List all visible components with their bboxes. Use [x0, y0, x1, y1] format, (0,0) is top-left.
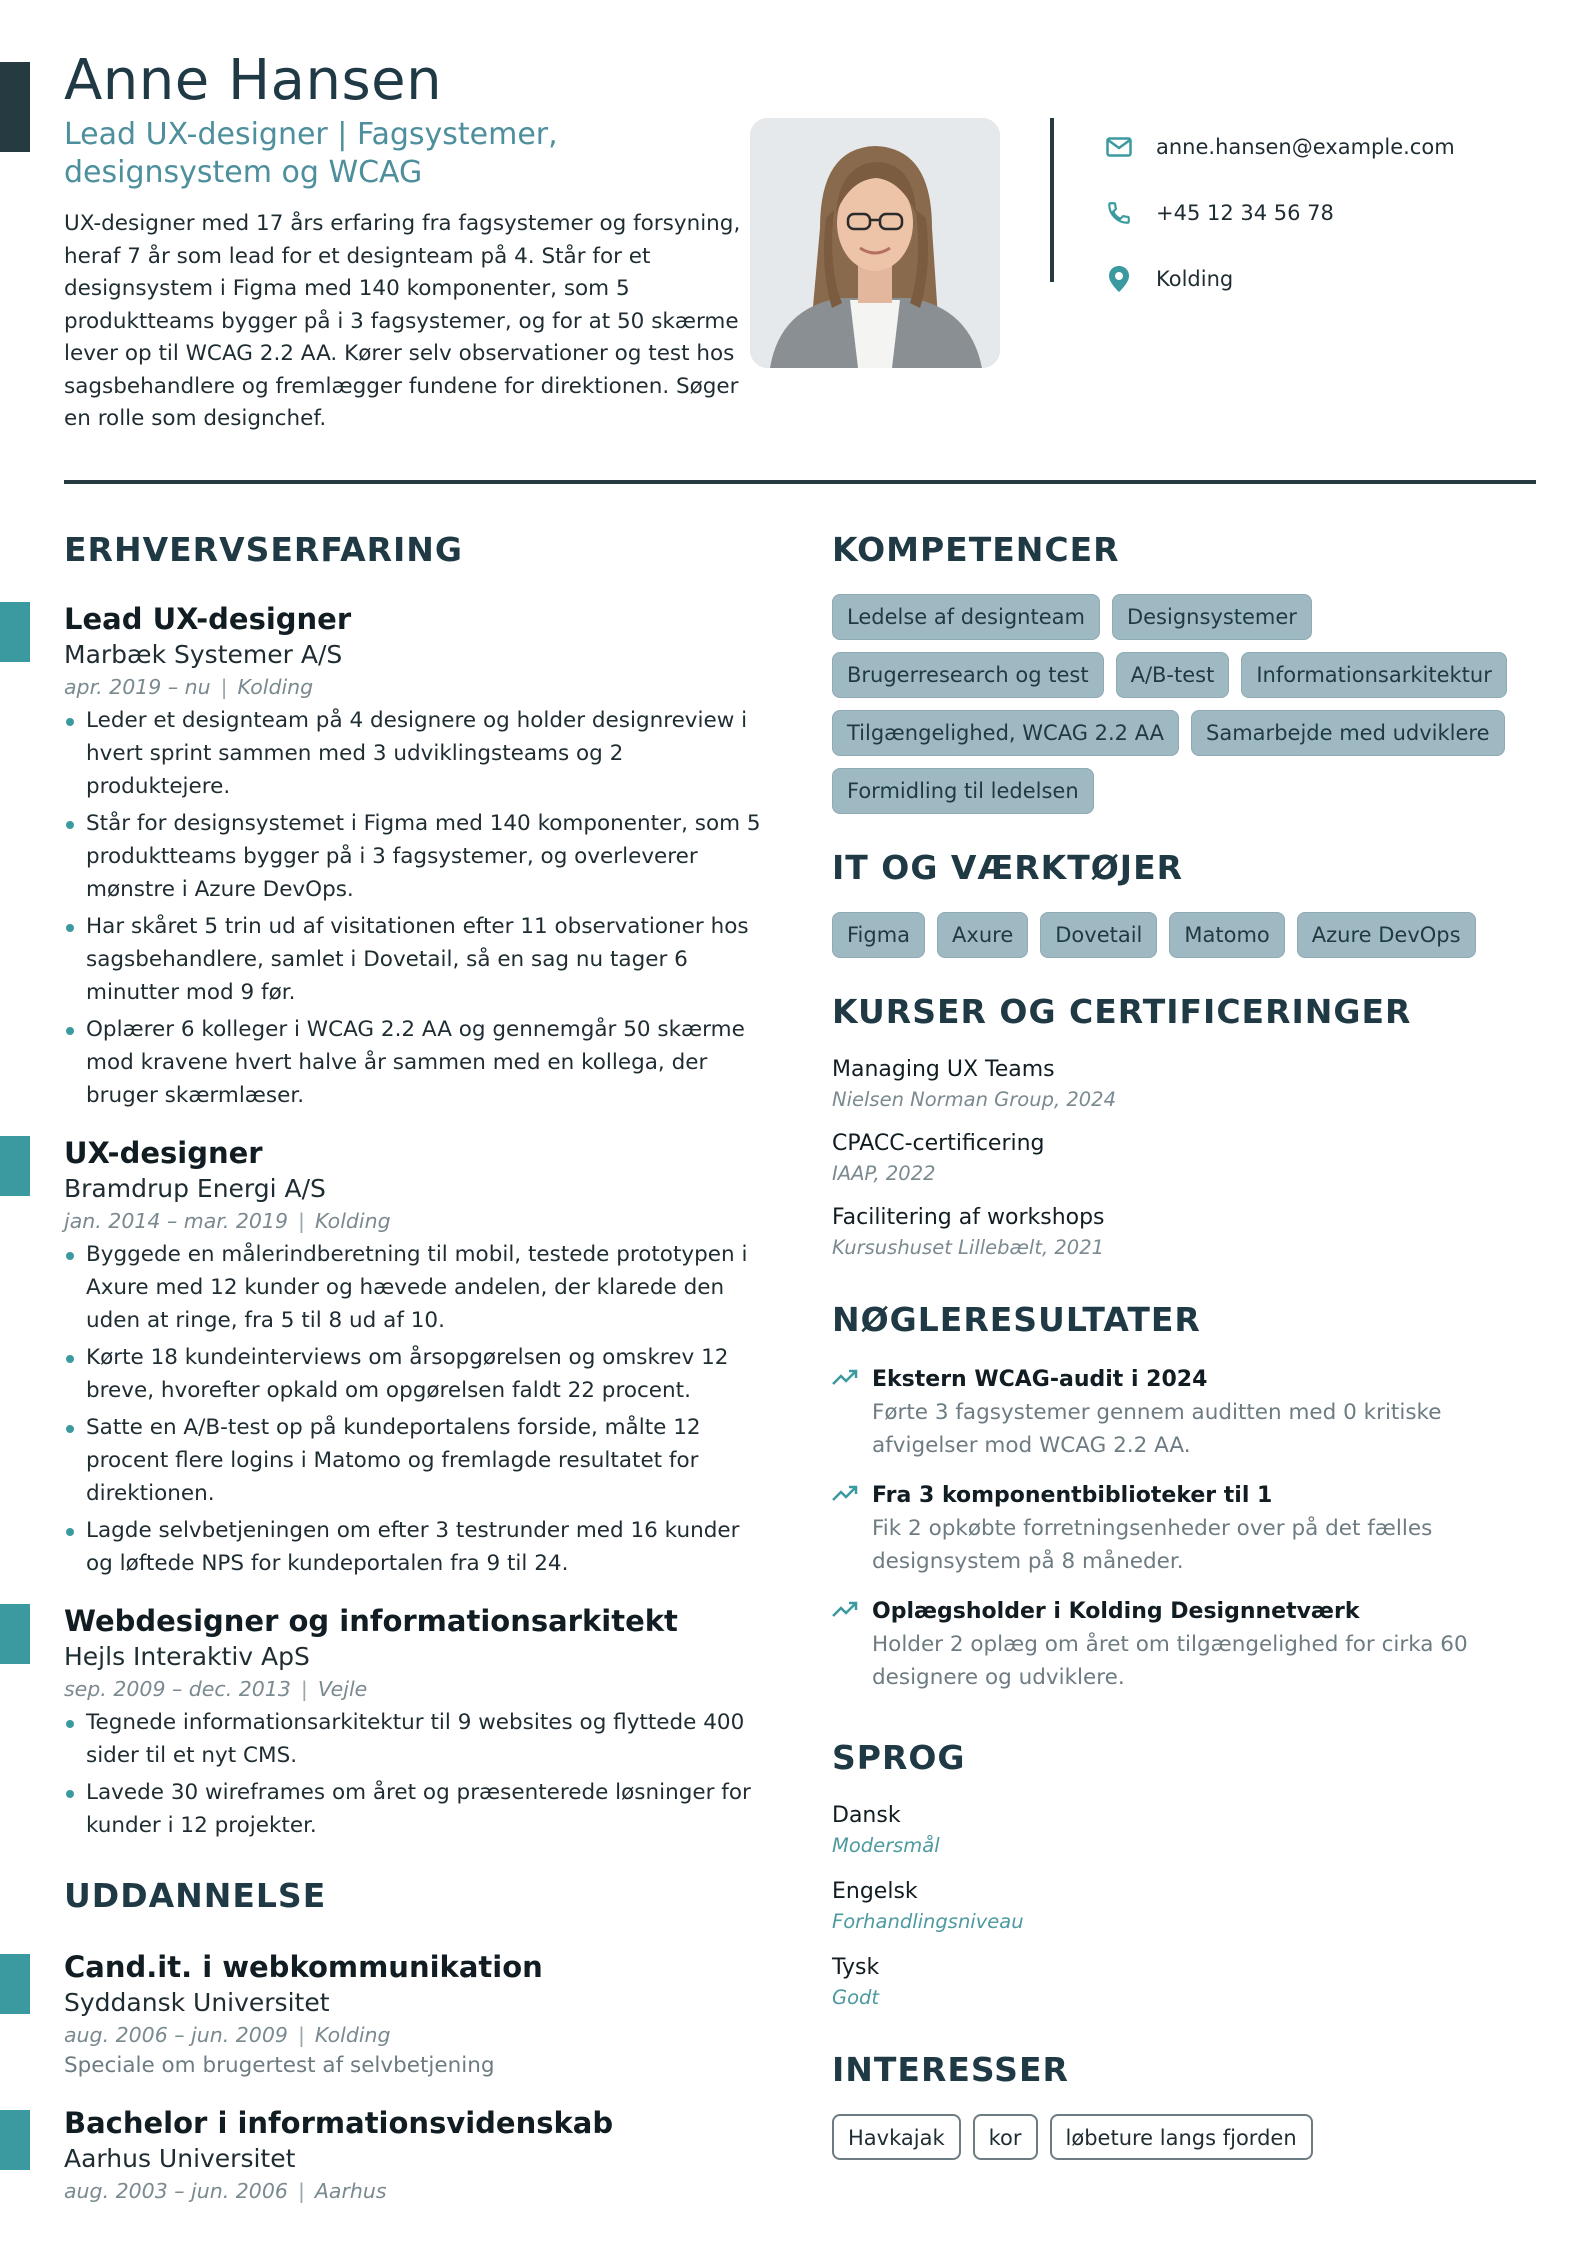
job-bullet: Oplærer 6 kolleger i WCAG 2.2 AA og gennemgår 50 skærme mod kravene hvert halve år sammen med en kollega, der bruger skærmlæser. — [64, 1013, 764, 1112]
skill-tag: Samarbejde med udviklere — [1191, 710, 1504, 756]
phone-text[interactable]: +45 12 34 56 78 — [1156, 201, 1334, 225]
result-text: Holder 2 oplæg om året om tilgængelighed for cirka 60 designere og udviklere. — [872, 1632, 1468, 1690]
education-note: Speciale om brugertest af selvbetjening — [64, 2053, 495, 2078]
result-entry — [832, 1364, 1532, 1462]
job-bullet: Lagde selvbetjeningen om efter 3 testrunder med 16 kunder og løftede NPS for kundeportalen fra 9 til 24. — [64, 1514, 764, 1580]
header-divider — [64, 480, 1536, 484]
course-entry — [832, 1054, 1532, 1114]
course-entry — [832, 1128, 1532, 1188]
meta-separator: | — [298, 1209, 305, 1233]
job-bullet: Byggede en målerindberetning til mobil, testede prototypen i Axure med 12 kunder og hævede andelen, der klarede den uden at ringe, fra 5 til 8 ud af 10. — [64, 1238, 764, 1337]
language-name: Tysk — [832, 1955, 880, 1980]
interest-tag: løbeture langs fjorden — [1050, 2114, 1313, 2160]
course-issuer: IAAP, 2022 — [832, 1162, 936, 1185]
tool-tag: Matomo — [1169, 912, 1284, 958]
skill-tag: A/B-test — [1116, 652, 1230, 698]
skills-heading: KOMPETENCER — [832, 530, 1120, 569]
profile-photo — [750, 118, 1000, 368]
skill-tag: Tilgængelighed, WCAG 2.2 AA — [832, 710, 1179, 756]
skill-tag: Ledelse af designteam — [832, 594, 1100, 640]
languages-heading: SPROG — [832, 1738, 966, 1777]
language-name: Dansk — [832, 1803, 901, 1828]
job-bullets — [64, 1238, 764, 1580]
tools-heading: IT OG VÆRKTØJER — [832, 848, 1184, 887]
meta-separator: | — [297, 2023, 305, 2047]
course-name: Managing UX Teams — [832, 1057, 1055, 1082]
entry-accent-bar — [0, 2110, 30, 2170]
contact-divider — [1050, 118, 1054, 282]
degree-title: Bachelor i informationsvidenskab — [64, 2106, 614, 2140]
result-title: Ekstern WCAG-audit i 2024 — [872, 1367, 1208, 1392]
job-bullet: Har skåret 5 trin ud af visitationen efter 11 observationer hos sagsbehandlere, samlet i Dovetail, så en sag nu tager 6 minutter mod 9 før. — [64, 910, 764, 1009]
entry-accent-bar — [0, 1604, 30, 1664]
experience-entry — [64, 1134, 764, 1580]
portrait-image — [750, 118, 1000, 368]
contact-phone[interactable] — [1104, 180, 1524, 246]
job-bullet: Kørte 18 kundeinterviews om årsopgørelsen og omskrev 12 breve, hvorefter opkald om opgørelsen faldt 22 procent. — [64, 1341, 764, 1407]
job-title: Webdesigner og informationsarkitekt — [64, 1604, 678, 1638]
education-meta — [64, 2176, 764, 2206]
education-period: aug. 2003 – jun. 2006 — [64, 2179, 288, 2203]
job-bullet: Leder et designteam på 4 designere og holder designreview i hvert sprint sammen med 3 udviklingsteams og 2 produktejere. — [64, 704, 764, 803]
job-location: Vejle — [317, 1677, 368, 1701]
job-bullets — [64, 1706, 764, 1842]
language-level: Forhandlingsniveau — [832, 1910, 1024, 1933]
language-entry — [832, 1876, 1532, 1936]
job-bullet: Lavede 30 wireframes om året og præsenterede løsninger for kunder i 12 projekter. — [64, 1776, 764, 1842]
courses-heading: KURSER OG CERTIFICERINGER — [832, 992, 1412, 1031]
course-name: Facilitering af workshops — [832, 1205, 1105, 1230]
email-text[interactable]: anne.hansen@example.com — [1156, 135, 1455, 159]
job-meta — [64, 672, 764, 702]
interest-tag: kor — [973, 2114, 1038, 2160]
language-level: Godt — [832, 1986, 880, 2009]
profile-summary: UX-designer med 17 års erfaring fra fagsystemer og forsyning, heraf 7 år som lead for et designteam på 4. Står for et designsystem i Figma med 140 komponenter, som 5 produktteams bygger på i 3 fagsystemer, og for at 50 skærme lever op til WCAG 2.2 AA. Kører selv observationer og test hos sagsbehandlere og fremlægger fundene for direktionen. Søger en rolle som designchef. — [64, 211, 741, 431]
job-location: Kolding — [237, 675, 314, 699]
education-entry — [64, 2104, 764, 2206]
language-name: Engelsk — [832, 1879, 918, 1904]
meta-separator: | — [220, 675, 228, 699]
job-bullet: Tegnede informationsarkitektur til 9 websites og flyttede 400 sider til et nyt CMS. — [64, 1706, 764, 1772]
mail-icon — [1104, 132, 1134, 162]
skill-tag: Informationsarkitektur — [1241, 652, 1507, 698]
tool-tag: Axure — [937, 912, 1028, 958]
job-bullet: Står for designsystemet i Figma med 140 komponenter, som 5 produktteams bygger på i 3 fagsystemer, og overleverer mønstre i Azure DevOps. — [64, 807, 764, 906]
school-name: Aarhus Universitet — [64, 2144, 296, 2173]
job-meta — [64, 1206, 764, 1236]
result-entry — [832, 1596, 1532, 1694]
entry-accent-bar — [0, 1136, 30, 1196]
experience-entry — [64, 1602, 764, 1842]
results-heading: NØGLERESULTATER — [832, 1300, 1201, 1339]
language-entry — [832, 1800, 1532, 1860]
job-period: jan. 2014 – mar. 2019 — [64, 1209, 289, 1233]
skill-tag: Brugerresearch og test — [832, 652, 1104, 698]
entry-accent-bar — [0, 1954, 30, 2014]
course-name: CPACC-certificering — [832, 1131, 1045, 1156]
interests-heading: INTERESSER — [832, 2050, 1069, 2089]
interest-tags — [832, 2114, 1532, 2160]
entry-accent-bar — [0, 602, 30, 662]
job-meta — [64, 1674, 764, 1704]
right-column — [832, 520, 1532, 2160]
tools-tags — [832, 912, 1532, 958]
name-accent-bar — [0, 62, 30, 152]
experience-entry — [64, 600, 764, 1112]
meta-separator: | — [300, 1677, 308, 1701]
education-period: aug. 2006 – jun. 2009 — [64, 2023, 288, 2047]
trending-up-icon — [832, 1368, 858, 1388]
result-text: Fik 2 opkøbte forretningsenheder over på det fælles designsystem på 8 måneder. — [872, 1516, 1433, 1574]
education-meta — [64, 2020, 764, 2050]
job-company: Marbæk Systemer A/S — [64, 640, 343, 669]
result-text: Førte 3 fagsystemer gennem auditten med 0 kritiske afvigelser mod WCAG 2.2 AA. — [872, 1400, 1442, 1458]
education-location: Aarhus — [314, 2179, 387, 2203]
education-entry — [64, 1948, 764, 2082]
job-company: Bramdrup Energi A/S — [64, 1174, 326, 1203]
skill-tag: Designsystemer — [1112, 594, 1312, 640]
education-heading: UDDANNELSE — [64, 1876, 327, 1915]
result-title: Oplægsholder i Kolding Designnetværk — [872, 1599, 1360, 1624]
location-text: Kolding — [1156, 267, 1234, 291]
meta-separator: | — [297, 2179, 305, 2203]
experience-heading: ERHVERVSERFARING — [64, 530, 464, 569]
result-entry — [832, 1480, 1532, 1578]
contact-email[interactable] — [1104, 114, 1524, 180]
tool-tag: Azure DevOps — [1297, 912, 1476, 958]
course-issuer: Nielsen Norman Group, 2024 — [832, 1088, 1116, 1111]
job-title: Lead UX-designer — [64, 602, 352, 636]
job-period: apr. 2019 – nu — [64, 675, 211, 699]
job-location: Kolding — [314, 1209, 391, 1233]
headline: Lead UX-designer | Fagsystemer, designsystem og WCAG — [64, 117, 558, 190]
course-issuer: Kursushuset Lillebælt, 2021 — [832, 1236, 1105, 1259]
job-period: sep. 2009 – dec. 2013 — [64, 1677, 291, 1701]
trending-up-icon — [832, 1484, 858, 1504]
tool-tag: Figma — [832, 912, 925, 958]
education-location: Kolding — [314, 2023, 391, 2047]
school-name: Syddansk Universitet — [64, 1988, 330, 2017]
tool-tag: Dovetail — [1040, 912, 1157, 958]
job-bullet: Satte en A/B-test op på kundeportalens forside, målte 12 procent flere logins i Matomo og fremlagde resultatet for direktionen. — [64, 1411, 764, 1510]
map-pin-icon — [1104, 264, 1134, 294]
left-column — [64, 520, 764, 2206]
result-title: Fra 3 komponentbiblioteker til 1 — [872, 1483, 1273, 1508]
course-entry — [832, 1202, 1532, 1262]
job-bullets — [64, 704, 764, 1112]
skill-tag: Formidling til ledelsen — [832, 768, 1094, 814]
job-company: Hejls Interaktiv ApS — [64, 1642, 310, 1671]
trending-up-icon — [832, 1600, 858, 1620]
language-level: Modersmål — [832, 1834, 940, 1857]
contact-block — [1104, 114, 1524, 312]
resume-header — [64, 48, 1536, 448]
contact-location — [1104, 246, 1524, 312]
language-entry — [832, 1952, 1532, 2012]
phone-icon — [1104, 198, 1134, 228]
job-title: UX-designer — [64, 1136, 263, 1170]
interest-tag: Havkajak — [832, 2114, 961, 2160]
skills-tags — [832, 594, 1532, 814]
candidate-name: Anne Hansen — [64, 48, 443, 113]
degree-title: Cand.it. i webkommunikation — [64, 1950, 543, 1984]
